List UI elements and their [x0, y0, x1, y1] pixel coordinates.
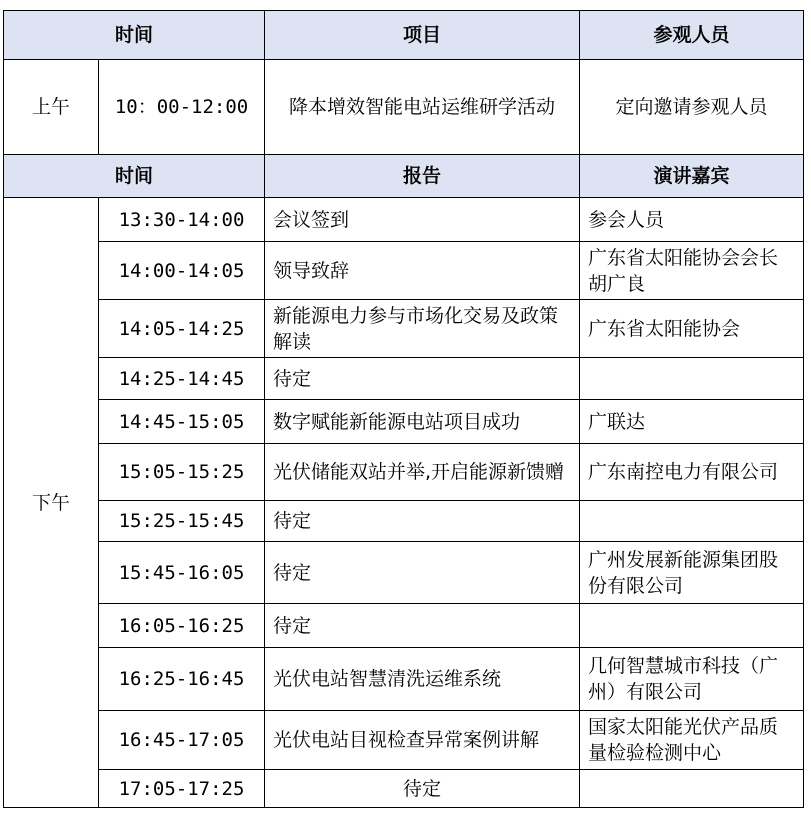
row-time: 15:25-15:45: [99, 501, 265, 542]
table-row: [4, 542, 804, 604]
header-time: 时间: [4, 11, 265, 60]
period-morning: 上午: [4, 60, 99, 155]
row-time: 16:05-16:25: [99, 604, 265, 648]
header-report: 报告: [265, 155, 580, 198]
header-visitors: 参观人员: [580, 11, 804, 60]
row-time: 14:25-14:45: [99, 358, 265, 400]
table-row: [4, 400, 804, 444]
row-speaker: 参会人员: [580, 198, 804, 242]
row-report: 待定: [265, 358, 580, 400]
afternoon-header-row: [4, 155, 804, 198]
table-row: [4, 358, 804, 400]
row-report: 光伏电站目视检查异常案例讲解: [265, 711, 580, 770]
row-time: 14:45-15:05: [99, 400, 265, 444]
row-speaker: 几何智慧城市科技（广州）有限公司: [580, 648, 804, 711]
row-speaker: 国家太阳能光伏产品质量检验检测中心: [580, 711, 804, 770]
row-time: 14:00-14:05: [99, 242, 265, 300]
table-row: [4, 242, 804, 300]
row-time: 15:05-15:25: [99, 444, 265, 501]
row-report: 数字赋能新能源电站项目成功: [265, 400, 580, 444]
morning-visitors: 定向邀请参观人员: [580, 60, 804, 155]
row-time: 15:45-16:05: [99, 542, 265, 604]
row-time: 16:25-16:45: [99, 648, 265, 711]
row-time: 13:30-14:00: [99, 198, 265, 242]
row-report: 待定: [265, 770, 580, 808]
row-time: 16:45-17:05: [99, 711, 265, 770]
row-speaker: [580, 770, 804, 808]
row-speaker: 广联达: [580, 400, 804, 444]
morning-row: [4, 60, 804, 155]
row-report: 待定: [265, 604, 580, 648]
table-row: [4, 770, 804, 808]
row-time: 17:05-17:25: [99, 770, 265, 808]
row-report: 待定: [265, 501, 580, 542]
row-report: 光伏储能双站并举,开启能源新馈赠: [265, 444, 580, 501]
header-speaker: 演讲嘉宾: [580, 155, 804, 198]
row-speaker: [580, 604, 804, 648]
row-speaker: 广州发展新能源集团股份有限公司: [580, 542, 804, 604]
morning-item: 降本增效智能电站运维研学活动: [265, 60, 580, 155]
table-row: [4, 198, 804, 242]
table-row: [4, 444, 804, 501]
row-time: 14:05-14:25: [99, 300, 265, 358]
row-report: 新能源电力参与市场化交易及政策解读: [265, 300, 580, 358]
table-row: [4, 648, 804, 711]
row-speaker: [580, 501, 804, 542]
row-report: 会议签到: [265, 198, 580, 242]
period-afternoon: 下午: [4, 198, 99, 808]
table-row: [4, 501, 804, 542]
morning-header-row: [4, 11, 804, 60]
row-report: 光伏电站智慧清洗运维系统: [265, 648, 580, 711]
header-item: 项目: [265, 11, 580, 60]
table-row: [4, 711, 804, 770]
schedule-table: [3, 10, 804, 808]
row-speaker: 广东省太阳能协会: [580, 300, 804, 358]
table-row: [4, 300, 804, 358]
row-report: 待定: [265, 542, 580, 604]
row-report: 领导致辞: [265, 242, 580, 300]
row-speaker: 广东南控电力有限公司: [580, 444, 804, 501]
row-speaker: [580, 358, 804, 400]
header-time: 时间: [4, 155, 265, 198]
table-row: [4, 604, 804, 648]
morning-time: 10：00-12:00: [99, 60, 265, 155]
row-speaker: 广东省太阳能协会会长 胡广良: [580, 242, 804, 300]
